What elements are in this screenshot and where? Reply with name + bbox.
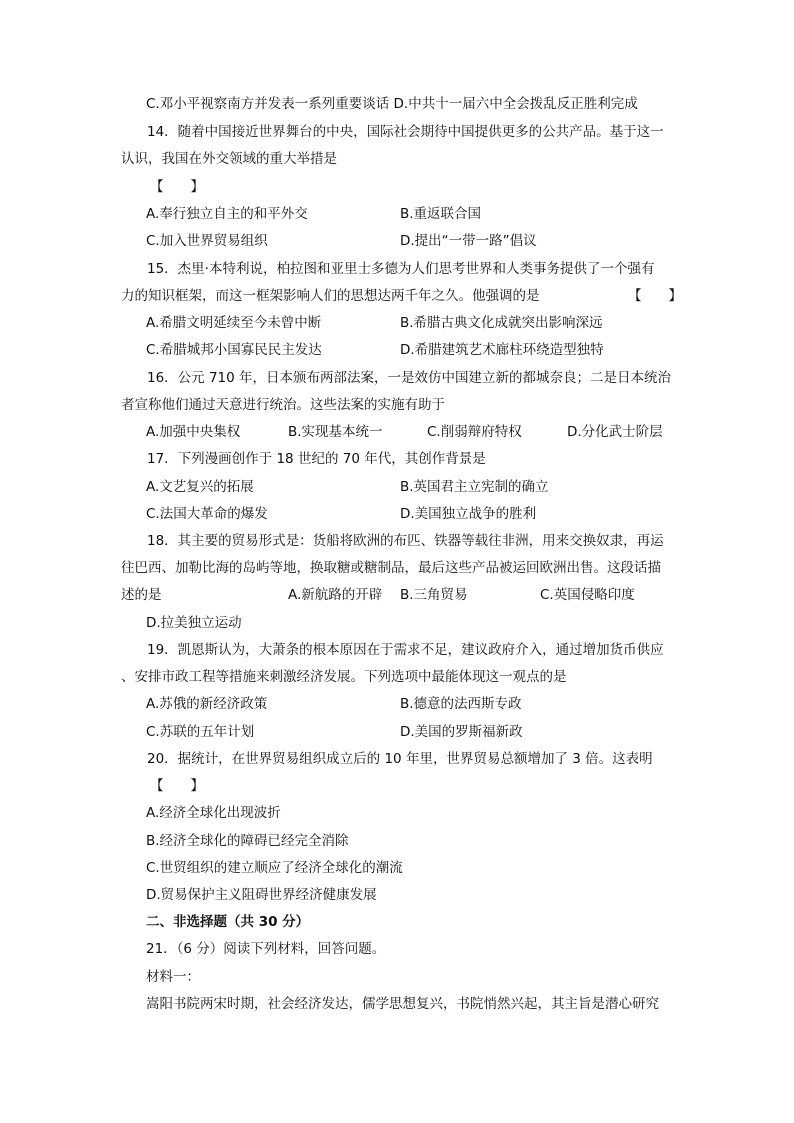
q13-options-cd: C.邓小平视察南方并发表一系列重要谈话 D.中共十一届六中全会拨乱反正胜利完成 xyxy=(146,96,638,112)
q15-option-b: B.希腊古典文化成就突出影响深远 xyxy=(400,315,603,331)
q16-option-a: A.加强中央集权 xyxy=(146,424,241,440)
q21-material-label: 材料一： xyxy=(146,969,200,985)
q14-option-c: C.加入世界贸易组织 xyxy=(146,233,268,249)
q20-option-c: C.世贸组织的建立顺应了经济全球化的潮流 xyxy=(146,860,403,876)
q14-stem-line2: 认识，我国在外交领域的重大举措是 xyxy=(121,151,337,167)
q14-answer-bracket: 【 】 xyxy=(150,179,204,195)
q21-material-text: 嵩阳书院两宋时期，社会经济发达，儒学思想复兴，书院悄然兴起，其主旨是潜心研究 xyxy=(146,996,659,1012)
q17-option-b: B.英国君主立宪制的确立 xyxy=(400,479,549,495)
q15-option-c: C.希腊城邦小国寡民民主发达 xyxy=(146,342,322,358)
q20-stem: 20．据统计，在世界贸易组织成立后的 10 年里，世界贸易总额增加了 3 倍。这表明 xyxy=(147,751,653,767)
q16-option-d: D.分化武士阶层 xyxy=(567,424,663,440)
q18-option-a: A.新航路的开辟 xyxy=(288,587,383,603)
q18-stem-line2: 往巴西、加勒比海的岛屿等地，换取糖或糖制品，最后这些产品被运回欧洲出售。这段话描 xyxy=(121,560,661,576)
q19-option-b: B.德意的法西斯专政 xyxy=(400,696,522,712)
q19-stem-line2: 、安排市政工程等措施来刺激经济发展。下列选项中最能体现这一观点的是 xyxy=(121,669,567,685)
q16-option-c: C.削弱辩府特权 xyxy=(427,424,522,440)
q15-option-d: D.希腊建筑艺术廊柱环绕造型独特 xyxy=(400,342,604,358)
q16-stem-line1: 16．公元 710 年，日本颁布两部法案，一是效仿中国建立新的都城奈良；二是日本统治 xyxy=(147,370,672,386)
q15-stem-line1: 15．杰里·本特利说，柏拉图和亚里士多德为人们思考世界和人类事务提供了一个强有 xyxy=(147,261,655,277)
q21-stem: 21．（6 分）阅读下列材料，回答问题。 xyxy=(146,941,386,957)
q18-stem-line3: 述的是 xyxy=(121,587,162,603)
section-two-heading: 二、非选择题（共 30 分） xyxy=(146,914,310,930)
q17-option-a: A.文艺复兴的拓展 xyxy=(146,479,254,495)
q15-stem-line2: 力的知识框架，而这一框架影响人们的思想达两千年之久。他强调的是 xyxy=(121,288,540,304)
q14-stem-line1: 14．随着中国接近世界舞台的中央，国际社会期待中国提供更多的公共产品。基于这一 xyxy=(147,124,664,140)
q14-option-d: D.提出“一带一路”倡议 xyxy=(400,233,537,249)
q20-answer-bracket: 【 】 xyxy=(150,778,204,794)
q16-stem-line2: 者宣称他们通过天意进行统治。这些法案的实施有助于 xyxy=(121,397,445,413)
q18-option-b: B.三角贸易 xyxy=(400,587,468,603)
q19-option-a: A.苏俄的新经济政策 xyxy=(146,696,268,712)
q19-stem-line1: 19．凯恩斯认为，大萧条的根本原因在于需求不足，建议政府介入，通过增加货币供应 xyxy=(147,642,664,658)
q20-option-a: A.经济全球化出现波折 xyxy=(146,805,281,821)
q18-stem-line1: 18．其主要的贸易形式是：货船将欧洲的布匹、铁器等载往非洲，用来交换奴隶，再运 xyxy=(147,533,664,549)
q20-option-d: D.贸易保护主义阻碍世界经济健康发展 xyxy=(146,887,377,903)
q15-answer-bracket: 【 】 xyxy=(628,288,682,304)
q18-option-c: C.英国侵略印度 xyxy=(540,587,635,603)
q18-option-d: D.拉美独立运动 xyxy=(146,615,242,631)
q15-option-a: A.希腊文明延续至今未曾中断 xyxy=(146,315,322,331)
q20-option-b: B.经济全球化的障碍已经完全消除 xyxy=(146,833,349,849)
q16-option-b: B.实现基本统一 xyxy=(288,424,383,440)
q19-option-c: C.苏联的五年计划 xyxy=(146,724,255,740)
q17-stem: 17．下列漫画创作于 18 世纪的 70 年代，其创作背景是 xyxy=(147,451,486,467)
q14-option-b: B.重返联合国 xyxy=(400,206,482,222)
q17-option-c: C.法国大革命的爆发 xyxy=(146,506,268,522)
q14-option-a: A.奉行独立自主的和平外交 xyxy=(146,206,308,222)
q19-option-d: D.美国的罗斯福新政 xyxy=(400,724,523,740)
q17-option-d: D.美国独立战争的胜利 xyxy=(400,506,537,522)
